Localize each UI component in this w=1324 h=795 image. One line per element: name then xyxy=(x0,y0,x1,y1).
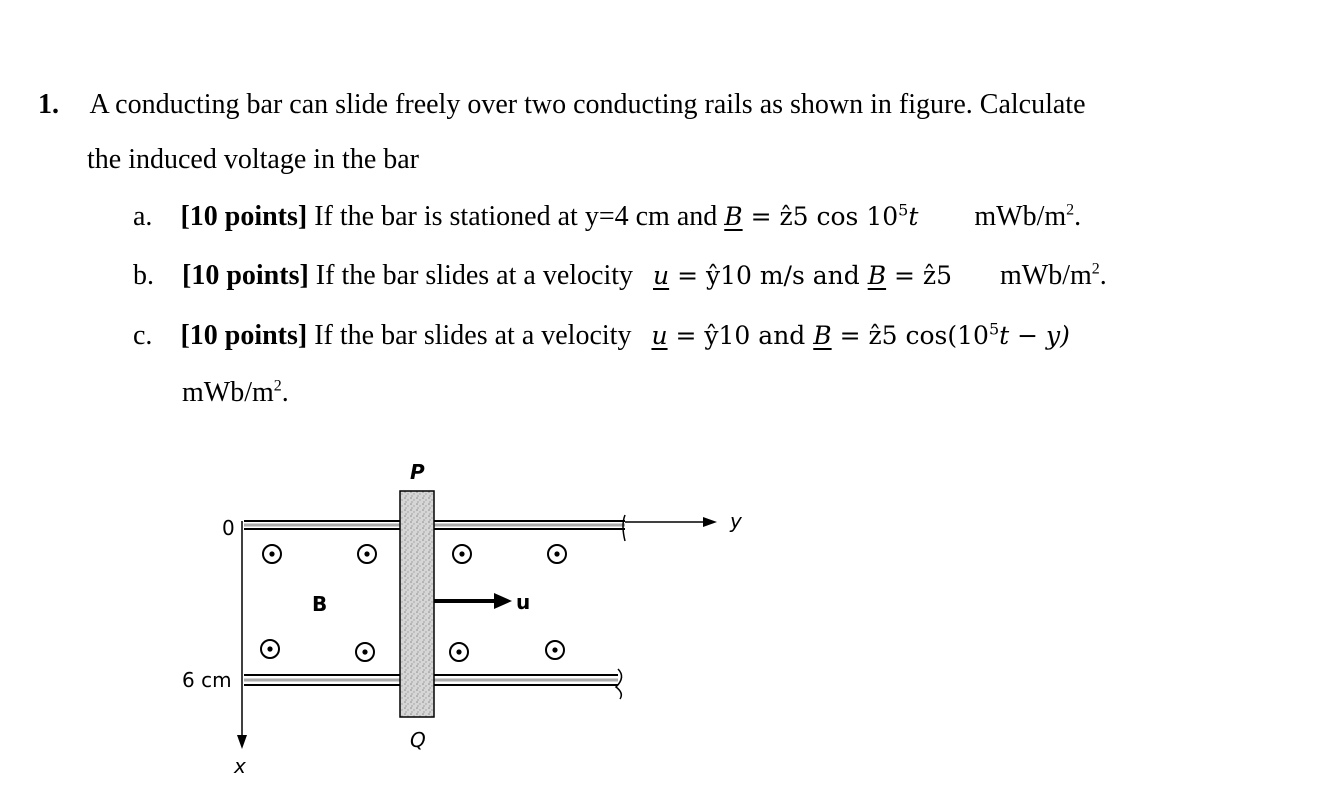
field-dot-icon xyxy=(453,545,471,563)
question-text-2: the induced voltage in the bar xyxy=(87,144,419,175)
sliding-bar xyxy=(400,491,434,717)
part-c-unit-line xyxy=(182,376,289,410)
field-dot-icon xyxy=(546,641,564,659)
part-c xyxy=(133,319,1070,353)
x-axis-arrow xyxy=(237,521,247,749)
field-dot-icon xyxy=(548,545,566,563)
part-a-b-var: B xyxy=(724,202,743,231)
part-c-b-var: B xyxy=(813,321,832,350)
part-a-unit-end: . xyxy=(1074,201,1082,232)
field-dot-icon xyxy=(261,640,279,658)
rails-figure xyxy=(170,455,770,785)
part-a-points: [10 points] xyxy=(180,201,308,232)
part-b-b-var: B xyxy=(867,261,887,290)
part-a-text: If the bar is stationed at y=4 cm and xyxy=(314,201,718,232)
part-a-unit-exp: 2 xyxy=(1066,201,1075,219)
part-b-u-var: u xyxy=(653,261,670,290)
question-line-1 xyxy=(38,88,1086,122)
part-b-text: If the bar slides at a velocity xyxy=(315,260,634,291)
part-a xyxy=(133,200,1081,234)
part-b-unit: mWb/m xyxy=(1000,260,1092,291)
part-a-b-exp: 5 xyxy=(898,200,909,220)
part-c-b-eq: = ẑ5 cos(10 xyxy=(831,321,989,350)
part-c-unit-exp: 2 xyxy=(273,377,282,395)
part-c-u-var: u xyxy=(651,321,668,350)
label-6cm: 6 cm xyxy=(182,668,232,692)
part-b-b-eq: = ẑ5 xyxy=(886,261,953,290)
part-a-b-eq: = ẑ5 cos 10 xyxy=(742,202,899,231)
question-number: 1. xyxy=(38,89,59,120)
question-text-1: A conducting bar can slide freely over two conducting rails as shown in figure. Calculate xyxy=(89,89,1086,120)
part-c-unit: mWb/m xyxy=(182,377,274,408)
part-b-u-eq: = ŷ10 m/s and xyxy=(669,261,868,290)
label-y: y xyxy=(730,509,742,533)
label-p: P xyxy=(410,460,425,484)
part-b xyxy=(133,259,1107,293)
part-c-b-exp: 5 xyxy=(988,319,1000,339)
y-axis-arrow xyxy=(625,517,717,527)
question-line-2 xyxy=(87,143,419,177)
field-dot-icon xyxy=(358,545,376,563)
label-zero: 0 xyxy=(222,516,235,540)
field-dot-icon xyxy=(263,545,281,563)
part-b-letter: b. xyxy=(133,260,154,291)
part-b-points: [10 points] xyxy=(182,260,309,291)
part-c-unit-end: . xyxy=(281,377,289,408)
label-b: B xyxy=(312,592,328,616)
label-q: Q xyxy=(410,728,426,752)
part-c-points: [10 points] xyxy=(180,320,308,351)
part-b-unit-exp: 2 xyxy=(1091,260,1100,278)
field-dot-icon xyxy=(450,643,468,661)
label-u: u xyxy=(516,590,531,614)
part-c-text: If the bar slides at a velocity xyxy=(314,320,632,351)
part-a-b-tail: t xyxy=(908,202,919,231)
part-c-letter: c. xyxy=(133,320,153,351)
part-c-u-eq: = ŷ10 and xyxy=(667,321,814,350)
field-dot-icon xyxy=(356,643,374,661)
label-x: x xyxy=(234,754,246,778)
part-c-b-tail: t − y) xyxy=(999,321,1070,350)
part-a-letter: a. xyxy=(133,201,153,232)
part-b-unit-end: . xyxy=(1099,260,1107,291)
part-a-unit: mWb/m xyxy=(974,201,1067,232)
velocity-arrow xyxy=(434,593,512,609)
